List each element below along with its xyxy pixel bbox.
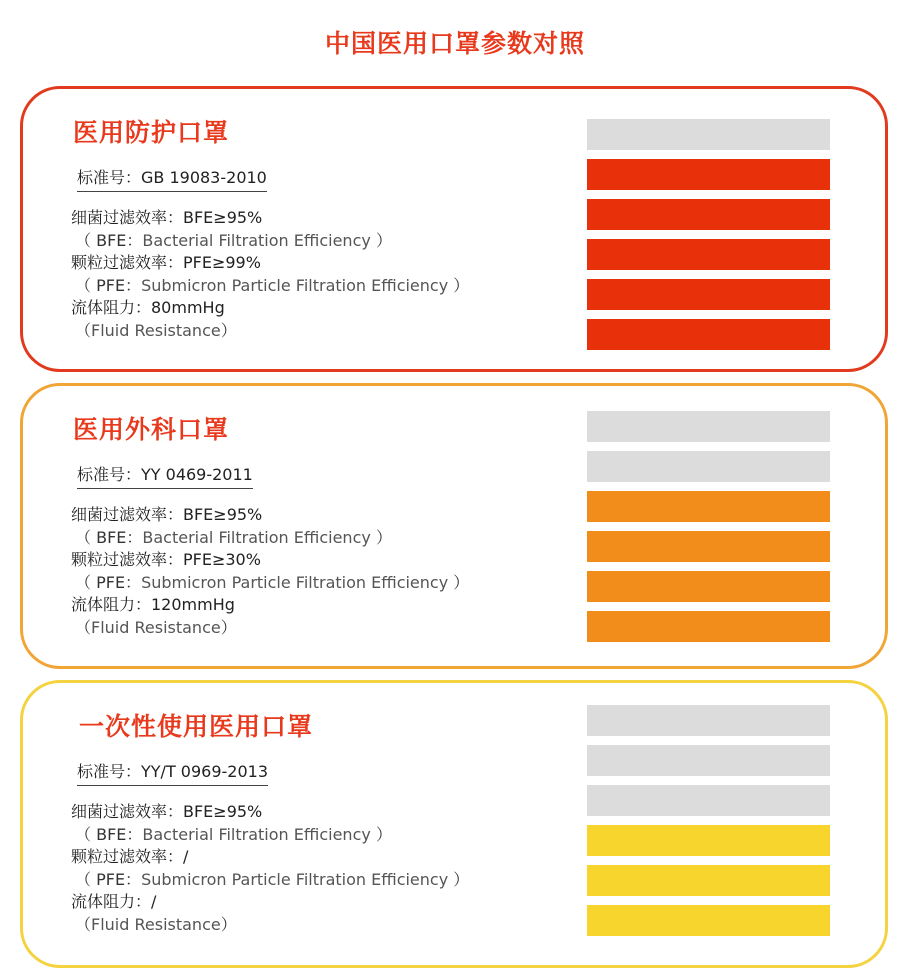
pfe-note-prefix: （ PFE： bbox=[75, 869, 142, 889]
pfe-note-en: Submicron Particle Filtration Efficiency bbox=[141, 275, 449, 295]
bfe-note-prefix: （ BFE： bbox=[75, 824, 143, 844]
bfe-note-suffix: ） bbox=[375, 824, 392, 844]
pfe-value: 颗粒过滤效率：PFE≥30% bbox=[71, 550, 261, 570]
pfe-note bbox=[71, 572, 469, 595]
fluid-note bbox=[71, 914, 469, 937]
bfe-note-prefix: （ BFE： bbox=[75, 527, 143, 547]
fluid-note-prefix: （ bbox=[75, 617, 92, 637]
rating-bar-filled bbox=[587, 865, 830, 896]
pfe-note bbox=[71, 275, 469, 298]
spec-list bbox=[71, 207, 469, 343]
pfe-note-prefix: （ PFE： bbox=[75, 572, 142, 592]
bfe-note bbox=[71, 230, 469, 253]
standard-number: 标准号：YY 0469-2011 bbox=[77, 462, 253, 489]
rating-bars bbox=[587, 119, 830, 359]
bfe-note-suffix: ） bbox=[375, 527, 392, 547]
rating-bar-empty bbox=[587, 785, 830, 816]
bfe-note-en: Bacterial Filtration Efficiency bbox=[142, 230, 371, 250]
fluid-note-en: Fluid Resistance bbox=[91, 320, 221, 340]
bfe-value: 细菌过滤效率：BFE≥95% bbox=[71, 505, 263, 524]
pfe-value: 颗粒过滤效率：/ bbox=[71, 847, 189, 867]
pfe-note-suffix: ） bbox=[453, 275, 470, 295]
card-title: 医用外科口罩 bbox=[73, 415, 230, 444]
fluid-note-prefix: （ bbox=[75, 914, 92, 934]
rating-bar-filled bbox=[587, 491, 830, 522]
pfe-note-prefix: （ PFE： bbox=[75, 275, 142, 295]
spec-list bbox=[71, 504, 469, 640]
bfe-value: 细菌过滤效率：BFE≥95% bbox=[71, 802, 263, 821]
card-title: 医用防护口罩 bbox=[73, 118, 230, 147]
rating-bar-empty bbox=[587, 451, 830, 482]
fluid-note bbox=[71, 617, 469, 640]
bfe-note bbox=[71, 824, 469, 847]
rating-bar-filled bbox=[587, 531, 830, 562]
bfe-note-prefix: （ BFE： bbox=[75, 230, 143, 250]
bfe-note-en: Bacterial Filtration Efficiency bbox=[142, 527, 371, 547]
fluid-value: 流体阻力：120mmHg bbox=[71, 595, 235, 615]
mask-card-medical-protective bbox=[20, 86, 888, 372]
rating-bar-empty bbox=[587, 745, 830, 776]
rating-bar-empty bbox=[587, 705, 830, 736]
standard-number: 标准号：GB 19083-2010 bbox=[77, 165, 267, 192]
fluid-note-prefix: （ bbox=[75, 320, 92, 340]
pfe-note bbox=[71, 869, 469, 892]
bfe-note-suffix: ） bbox=[375, 230, 392, 250]
rating-bar-filled bbox=[587, 319, 830, 350]
rating-bar-filled bbox=[587, 159, 830, 190]
rating-bar-filled bbox=[587, 199, 830, 230]
bfe-value: 细菌过滤效率：BFE≥95% bbox=[71, 208, 263, 227]
rating-bars bbox=[587, 705, 830, 945]
page-title: 中国医用口罩参数对照 bbox=[324, 29, 585, 58]
mask-card-disposable bbox=[20, 680, 888, 968]
rating-bar-empty bbox=[587, 119, 830, 150]
rating-bar-filled bbox=[587, 825, 830, 856]
fluid-note-suffix: ） bbox=[220, 914, 237, 934]
spec-list bbox=[71, 801, 469, 937]
rating-bar-filled bbox=[587, 611, 830, 642]
rating-bar-empty bbox=[587, 411, 830, 442]
fluid-value: 流体阻力：/ bbox=[71, 892, 157, 912]
bfe-note bbox=[71, 527, 469, 550]
fluid-value: 流体阻力：80mmHg bbox=[71, 298, 225, 318]
pfe-note-suffix: ） bbox=[453, 869, 470, 889]
rating-bar-filled bbox=[587, 239, 830, 270]
card-title: 一次性使用医用口罩 bbox=[79, 712, 314, 741]
bfe-note-en: Bacterial Filtration Efficiency bbox=[142, 824, 371, 844]
standard-number: 标准号：YY/T 0969-2013 bbox=[77, 759, 268, 786]
fluid-note-suffix: ） bbox=[220, 617, 237, 637]
rating-bar-filled bbox=[587, 905, 830, 936]
fluid-note-en: Fluid Resistance bbox=[91, 617, 221, 637]
rating-bars bbox=[587, 411, 830, 651]
pfe-note-suffix: ） bbox=[453, 572, 470, 592]
rating-bar-filled bbox=[587, 571, 830, 602]
mask-card-surgical bbox=[20, 383, 888, 669]
fluid-note-en: Fluid Resistance bbox=[91, 914, 221, 934]
pfe-note-en: Submicron Particle Filtration Efficiency bbox=[141, 572, 449, 592]
fluid-note bbox=[71, 320, 469, 343]
pfe-note-en: Submicron Particle Filtration Efficiency bbox=[141, 869, 449, 889]
fluid-note-suffix: ） bbox=[220, 320, 237, 340]
rating-bar-filled bbox=[587, 279, 830, 310]
pfe-value: 颗粒过滤效率：PFE≥99% bbox=[71, 253, 261, 273]
